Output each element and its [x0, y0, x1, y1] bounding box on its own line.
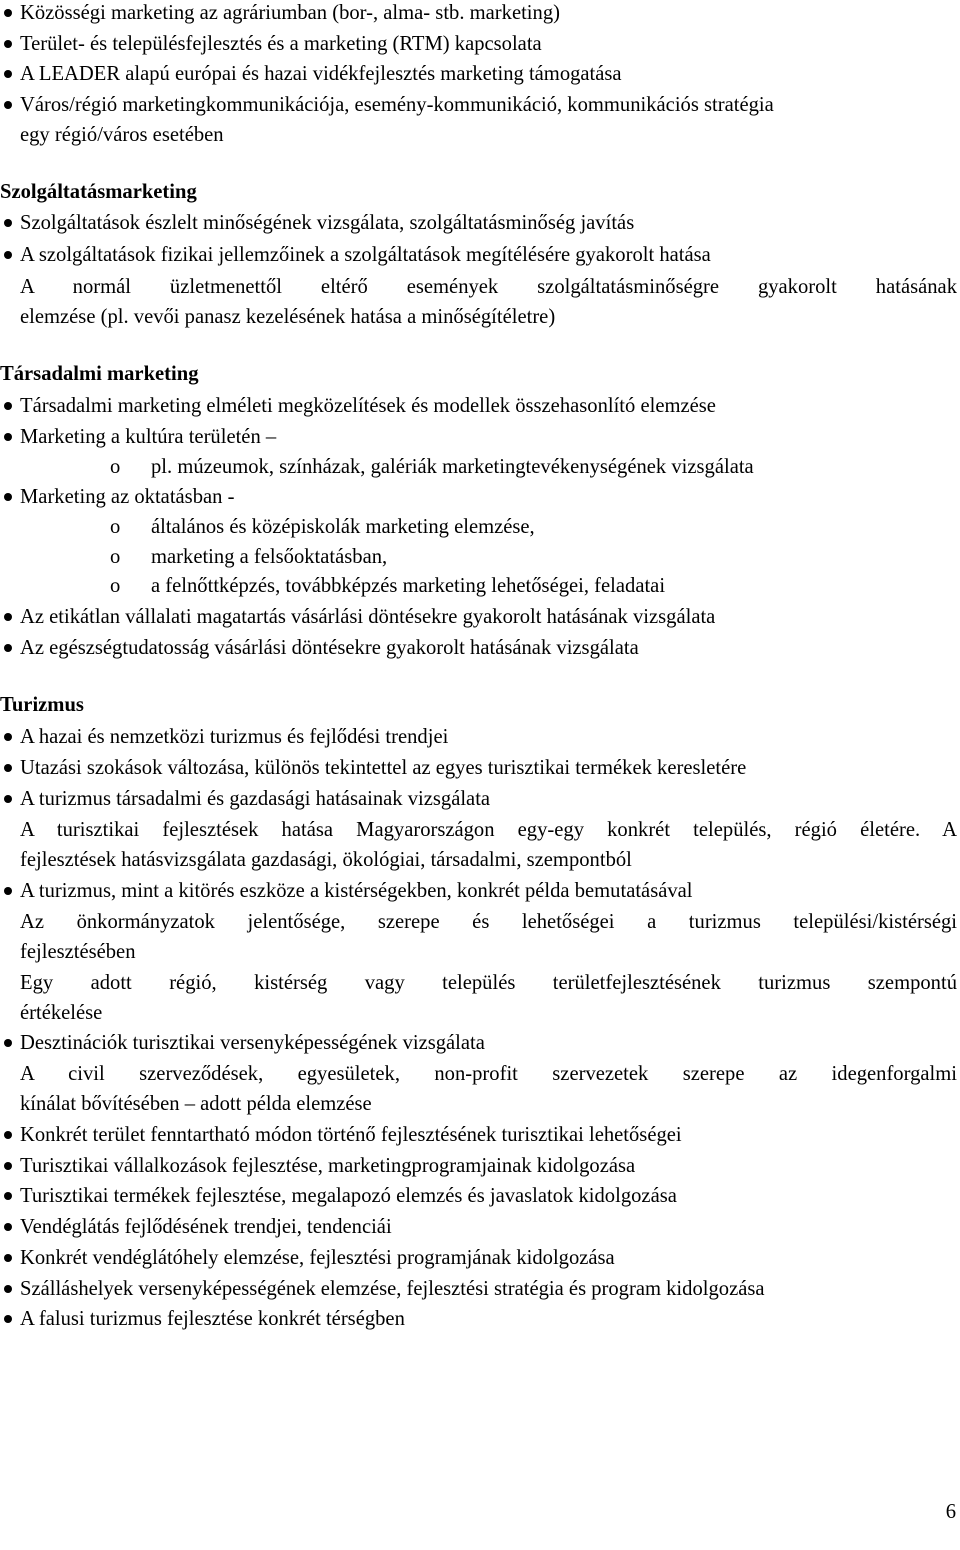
list-item [20, 876, 957, 906]
list-item-text: A turizmus, mint a kitörés eszköze a kistérségekben, konkrét példa bemutatásával [20, 880, 693, 902]
list-item-text: kínálat bővítésében – adott példa elemzése [20, 1093, 372, 1115]
bullet-icon [4, 795, 12, 803]
list-item [20, 907, 957, 937]
list-item-text: Utazási szokások változása, különös tekintettel az egyes turisztikai termékek keresletére [20, 757, 747, 779]
list-item-text: A civil szerveződések, egyesületek, non-profit szervezetek szerepe az idegenforgalmi [20, 1063, 957, 1085]
bullet-icon [4, 70, 12, 78]
list-item [20, 722, 957, 752]
list-item-text: Szolgáltatások észlelt minőségének vizsgálata, szolgáltatásminőség javítás [20, 212, 635, 234]
list-item [20, 0, 957, 28]
list-item [20, 272, 957, 302]
list-item-text: Konkrét vendéglátóhely elemzése, fejlesztési programjának kidolgozása [20, 1247, 615, 1269]
sub-bullet-icon: o [110, 456, 121, 478]
bullet-icon [4, 1254, 12, 1262]
list-item-text: fejlesztések hatásvizsgálata gazdasági, ökológiai, társadalmi, szempontból [20, 849, 632, 871]
list-item [20, 1120, 957, 1150]
bullet-icon [4, 219, 12, 227]
section-heading: Turizmus [0, 694, 84, 716]
list-item-text: Szálláshelyek versenyképességének elemzése, fejlesztési stratégia és program kidolgozása [20, 1278, 765, 1300]
list-item-text: Az önkormányzatok jelentősége, szerepe és lehetőségei a turizmus települési/kistérségi [20, 911, 957, 933]
list-item-text: A szolgáltatások fizikai jellemzőinek a szolgáltatások megítélésére gyakorolt hatása [20, 244, 711, 266]
list-item-text: Közösségi marketing az agráriumban (bor-, alma- stb. marketing) [20, 2, 560, 24]
sub-list-item-text: a felnőttképzés, továbbképzés marketing lehetőségei, feladatai [151, 575, 666, 597]
list-item-continuation [20, 302, 957, 332]
list-item-continuation [20, 120, 957, 150]
list-item [20, 968, 957, 998]
list-item-text: A falusi turizmus fejlesztése konkrét térségben [20, 1308, 405, 1330]
list-item [20, 815, 957, 845]
list-item [20, 1151, 957, 1181]
list-item-text: Desztinációk turisztikai versenyképességének vizsgálata [20, 1032, 485, 1054]
bullet-icon [4, 644, 12, 652]
list-item [20, 1274, 957, 1304]
bullet-icon [4, 1192, 12, 1200]
list-item [20, 422, 957, 452]
bullet-icon [4, 1039, 12, 1047]
list-item [20, 753, 957, 783]
bullet-icon [4, 101, 12, 109]
list-item-text: Az etikátlan vállalati magatartás vásárlási döntésekre gyakorolt hatásának vizsgálata [20, 606, 716, 628]
bullet-icon [4, 1223, 12, 1231]
list-item-text: A normál üzletmenettől eltérő események szolgáltatásminőségre gyakorolt hatásának [20, 276, 957, 298]
sub-bullet-icon: o [110, 516, 121, 538]
list-item [20, 602, 957, 632]
list-item-continuation [20, 998, 957, 1028]
list-item [20, 208, 957, 238]
list-item-text: értékelése [20, 1002, 103, 1024]
list-item [20, 1212, 957, 1242]
list-item-text: A LEADER alapú európai és hazai vidékfejlesztés marketing támogatása [20, 63, 622, 85]
bullet-icon [4, 613, 12, 621]
bullet-icon [4, 9, 12, 17]
list-item-text: Terület- és településfejlesztés és a marketing (RTM) kapcsolata [20, 33, 542, 55]
bullet-icon [4, 1131, 12, 1139]
list-item [20, 1181, 957, 1211]
list-item-text: Turisztikai vállalkozások fejlesztése, marketingprogramjainak kidolgozása [20, 1155, 636, 1177]
list-item-text: Egy adott régió, kistérség vagy település területfejlesztésének turizmus szempontú [20, 972, 957, 994]
list-item-text: Társadalmi marketing elméleti megközelítések és modellek összehasonlító elemzése [20, 395, 716, 417]
list-item-text: A turizmus társadalmi és gazdasági hatásainak vizsgálata [20, 788, 491, 810]
sub-list-item-text: általános és középiskolák marketing elemzése, [151, 516, 535, 538]
bullet-icon [4, 40, 12, 48]
list-item [20, 59, 957, 89]
bullet-icon [4, 764, 12, 772]
list-item-text: egy régió/város esetében [20, 124, 224, 146]
sub-list-item-text: pl. múzeumok, színházak, galériák marketingtevékenységének vizsgálata [151, 456, 754, 478]
section-heading: Szolgáltatásmarketing [0, 181, 197, 203]
bullet-icon [4, 402, 12, 410]
sub-bullet-icon: o [110, 546, 121, 568]
section-heading: Társadalmi marketing [0, 363, 199, 385]
list-item-text: Marketing a kultúra területén – [20, 426, 277, 448]
list-item [20, 240, 957, 270]
bullet-icon [4, 493, 12, 501]
bullet-icon [4, 433, 12, 441]
list-item-continuation [20, 937, 957, 967]
list-item-continuation [20, 1089, 957, 1119]
list-item [20, 482, 957, 512]
list-item [20, 1059, 957, 1089]
list-item-text: Vendéglátás fejlődésének trendjei, tendenciái [20, 1216, 392, 1238]
list-item-text: Az egészségtudatosság vásárlási döntésekre gyakorolt hatásának vizsgálata [20, 637, 639, 659]
bullet-icon [4, 251, 12, 259]
bullet-icon [4, 1315, 12, 1323]
list-item-text: Konkrét terület fenntartható módon történő fejlesztésének turisztikai lehetőségei [20, 1124, 682, 1146]
list-item [20, 1304, 957, 1334]
sub-bullet-icon: o [110, 575, 121, 597]
bullet-icon [4, 733, 12, 741]
list-item-text: fejlesztésében [20, 941, 136, 963]
list-item-text: elemzése (pl. vevői panasz kezelésének hatása a minőségítéletre) [20, 306, 556, 328]
list-item-continuation [20, 845, 957, 875]
list-item-text: A hazai és nemzetközi turizmus és fejlődési trendjei [20, 726, 449, 748]
list-item [20, 633, 957, 663]
list-item [20, 1243, 957, 1273]
bullet-icon [4, 887, 12, 895]
list-item [20, 29, 957, 59]
list-item [20, 1028, 957, 1058]
bullet-icon [4, 1162, 12, 1170]
page-number: 6 [945, 1501, 956, 1523]
list-item [20, 784, 957, 814]
list-item-text: Turisztikai termékek fejlesztése, megalapozó elemzés és javaslatok kidolgozása [20, 1185, 677, 1207]
list-item-text: Város/régió marketingkommunikációja, esemény-kommunikáció, kommunikációs stratégia [20, 94, 774, 116]
sub-list-item-text: marketing a felsőoktatásban, [151, 546, 388, 568]
list-item [20, 90, 957, 120]
list-item [20, 391, 957, 421]
list-item-text: A turisztikai fejlesztések hatása Magyarországon egy-egy konkrét település, régió életére. A [20, 819, 957, 841]
list-item-text: Marketing az oktatásban - [20, 486, 235, 508]
bullet-icon [4, 1285, 12, 1293]
